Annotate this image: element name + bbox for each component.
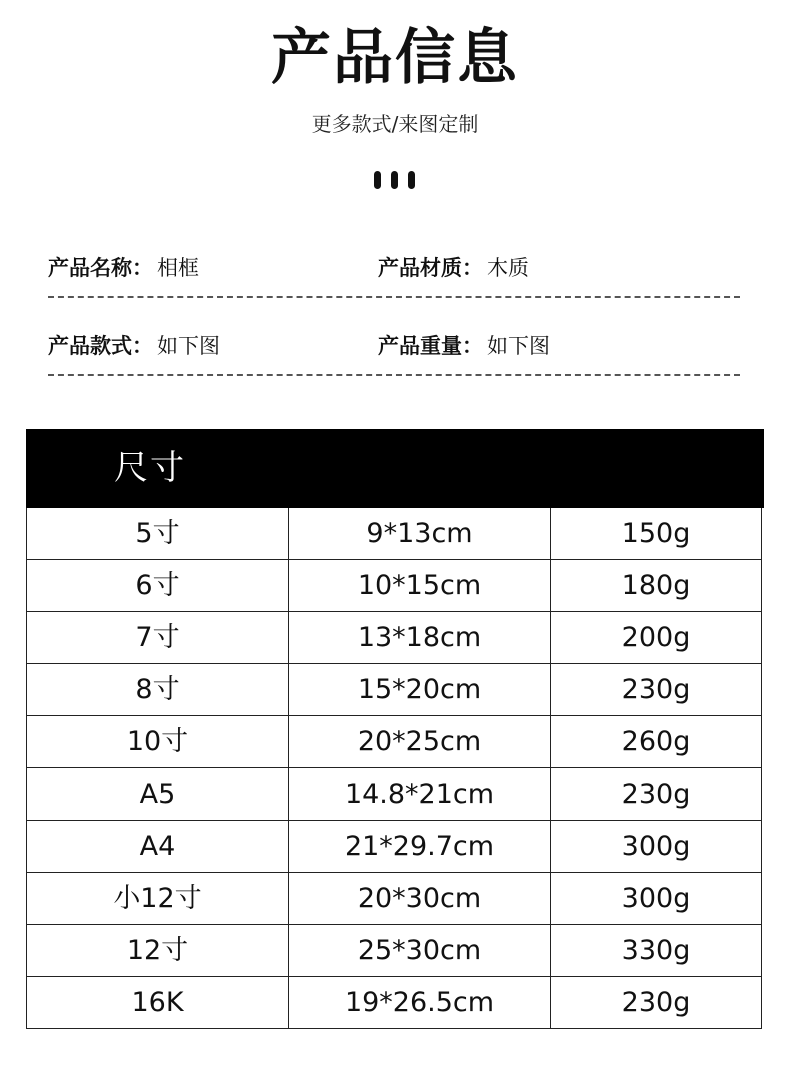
dimension-cell: 20*30cm [289,873,551,924]
table-row [27,820,761,872]
dimension-cell: 20*25cm [289,716,551,767]
page-title: 产品信息 [271,23,519,93]
table-row [27,611,761,663]
info-row-1 [48,248,748,288]
decorative-dots [374,171,416,189]
table-row [27,767,761,819]
page-subtitle: 更多款式/来图定制 [311,112,479,136]
weight-cell: 330g [621,934,691,966]
table-row [27,715,761,767]
dimension-cell: 19*26.5cm [289,977,551,1028]
weight-cell: 230g [621,674,691,706]
dimension-cell: 9*13cm [289,508,551,559]
table-row [27,872,761,924]
weight-cell: 150g [621,518,691,550]
dimension-cell: 13*18cm [289,612,551,663]
weight-cell: 200g [621,622,691,654]
table-row [27,924,761,976]
dimension-cell: 10*15cm [289,560,551,611]
info-value: 如下图 [487,334,550,358]
dimension-cell: 25*30cm [289,925,551,976]
dashed-divider [48,374,740,376]
table-row [27,559,761,611]
info-product-name [48,248,199,288]
info-product-style [48,326,220,366]
size-table-title: 尺寸 [114,448,186,488]
size-cell: 6寸 [27,560,289,611]
table-row [27,508,761,559]
weight-cell: 180g [621,570,691,602]
size-cell: 10寸 [27,716,289,767]
size-table-header [26,429,764,508]
info-label: 产品名称： [48,256,153,280]
weight-cell: 300g [621,882,691,914]
table-row [27,976,761,1028]
dashed-divider [48,296,740,298]
info-label: 产品材质： [378,256,483,280]
info-value: 相框 [157,256,199,280]
table-row [27,663,761,715]
info-value: 木质 [487,256,529,280]
dot-divider-icon [408,171,415,189]
info-product-material [378,248,529,288]
size-cell: A5 [27,768,289,819]
weight-cell: 230g [621,778,691,810]
size-cell: 8寸 [27,664,289,715]
size-cell: 小12寸 [27,873,289,924]
dot-divider-icon [374,171,381,189]
size-cell: 5寸 [27,508,289,559]
dimension-cell: 15*20cm [289,664,551,715]
size-cell: 7寸 [27,612,289,663]
info-value: 如下图 [157,334,220,358]
size-cell: 16K [27,977,289,1028]
info-label: 产品重量： [378,334,483,358]
info-row-2 [48,326,748,366]
size-cell: 12寸 [27,925,289,976]
weight-cell: 300g [621,830,691,862]
size-cell: A4 [27,821,289,872]
weight-cell: 230g [621,986,691,1018]
info-label: 产品款式： [48,334,153,358]
dimension-cell: 14.8*21cm [289,768,551,819]
weight-cell: 260g [621,726,691,758]
dimension-cell: 21*29.7cm [289,821,551,872]
dot-divider-icon [391,171,398,189]
info-product-weight [378,326,550,366]
size-table [26,508,762,1029]
